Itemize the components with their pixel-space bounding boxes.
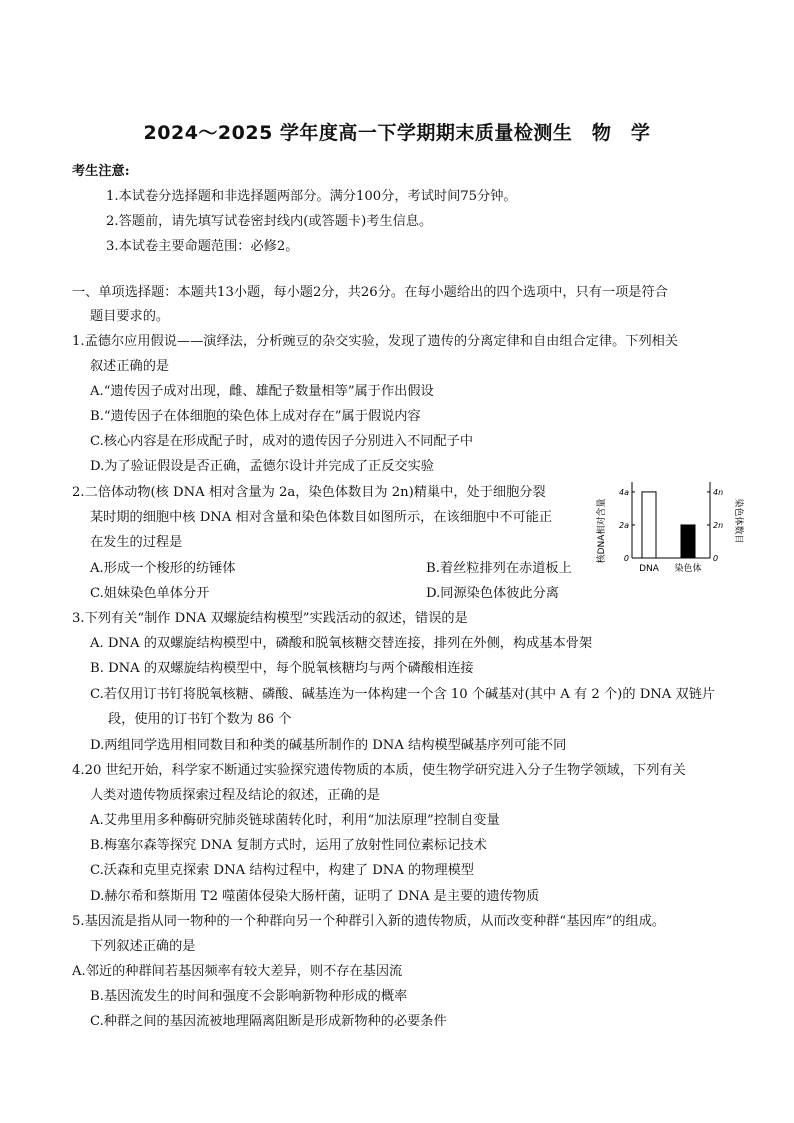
q3-option-c-cont: 段，使用的订书钉个数为 86 个 <box>108 712 292 727</box>
q1-stem: 1.孟德尔应用假说——演绎法，分析豌豆的杂交实验，发现了遗传的分离定律和自由组合定律。下列相关 <box>72 334 679 349</box>
q4-option-d: D.赫尔希和蔡斯用 T2 噬菌体侵染大肠杆菌，证明了 DNA 是主要的遗传物质 <box>90 889 540 904</box>
q3-option-b: B. DNA 的双螺旋结构模型中，每个脱氧核糖均与两个磷酸相连接 <box>90 661 474 676</box>
q2-stem-cont-2: 在发生的过程是 <box>90 535 183 550</box>
q5-option-c: C.种群之间的基因流被地理隔离阻断是形成新物种的必要条件 <box>90 1014 447 1029</box>
q4-stem-cont: 人类对遗传物质探索过程及结论的叙述，正确的是 <box>90 788 381 803</box>
q4-option-a: A.艾弗里用多种酶研究肺炎链球菌转化时，利用“加法原理”控制自变量 <box>90 813 500 828</box>
notice-heading: 考生注意: <box>72 164 130 179</box>
q5-stem-cont: 下列叙述正确的是 <box>90 939 196 954</box>
q1-option-d: D.为了验证假设是否正确，孟德尔设计并完成了正反交实验 <box>90 459 434 474</box>
q1-stem-cont: 叙述正确的是 <box>90 359 170 374</box>
q2-option-d: D.同源染色体彼此分离 <box>426 586 559 601</box>
q2-option-b: B.着丝粒排列在赤道板上 <box>426 561 572 576</box>
chart-tick-label-left: 0 <box>623 554 629 563</box>
chart-bar-chromosome <box>681 525 695 558</box>
q1-option-c: C.核心内容是在形成配子时，成对的遗传因子分别进入不同配子中 <box>90 434 474 449</box>
notice-item-2: 2.答题前，请先填写试卷密封线内(或答题卡)考生信息。 <box>106 214 433 229</box>
q3-option-d: D.两组同学选用相同数目和种类的碱基所制作的 DNA 结构模型碱基序列可能不同 <box>90 738 567 753</box>
q1-option-b: B.“遗传因子在体细胞的染色体上成对存在”属于假说内容 <box>90 409 421 424</box>
section-heading: 一、单项选择题：本题共13小题，每小题2分，共26分。在每小题给出的四个选项中，只有一项是符合 <box>72 285 668 300</box>
q5-option-a: A.邻近的种群间若基因频率有较大差异，则不存在基因流 <box>72 964 403 979</box>
chart-ylabel-right: 染色体数目 <box>733 498 743 544</box>
q5-option-b: B.基因流发生的时间和强度不会影响新物种形成的概率 <box>90 989 408 1004</box>
chart-tick-label-right: 0 <box>713 554 719 563</box>
q3-option-a: A. DNA 的双螺旋结构模型中，磷酸和脱氧核糖交替连接，排列在外侧，构成基本骨架 <box>90 636 593 651</box>
q2-stem: 2.二倍体动物(核 DNA 相对含量为 2a，染色体数目为 2n)精巢中，处于细胞分裂 <box>72 485 546 500</box>
chart-tick-label-left: 2a <box>619 520 629 530</box>
q4-option-c: C.沃森和克里克探索 DNA 结构过程中，构建了 DNA 的物理模型 <box>90 863 474 878</box>
chart-category-label: 染色体 <box>674 564 702 574</box>
chart-category-label: DNA <box>639 564 659 574</box>
q5-stem: 5.基因流是指从同一物种的一个种群向另一个种群引入新的遗传物质，从而改变种群“基因库”的组成。 <box>72 914 666 929</box>
q3-option-c: C.若仅用订书钉将脱氧核糖、磷酸、碱基连为一体构建一个含 10 个碱基对(其中 A 有 2 个)的 DNA 双链片 <box>90 687 716 702</box>
notice-item-1: 1.本试卷分选择题和非选择题两部分。满分100分，考试时间75分钟。 <box>106 189 517 204</box>
q4-stem: 4.20 世纪开始，科学家不断通过实验探究遗传物质的本质，使生物学研究进入分子生物学领域，下列有关 <box>72 763 686 778</box>
chart-tick-label-right: 4n <box>713 487 724 497</box>
dna-chromosome-chart <box>594 476 744 586</box>
q2-option-a: A.形成一个梭形的纺锤体 <box>90 561 236 576</box>
chart-tick-label-left: 4a <box>619 487 629 497</box>
q1-option-a: A.“遗传因子成对出现，雌、雄配子数量相等”属于作出假设 <box>90 384 434 399</box>
q4-option-b: B.梅塞尔森等探究 DNA 复制方式时，运用了放射性同位素标记技术 <box>90 838 487 853</box>
exam-title: 2024～2025 学年度高一下学期期末质量检测生 物 学 <box>143 122 651 144</box>
section-heading-cont: 题目要求的。 <box>90 309 170 324</box>
chart-tick-label-right: 2n <box>713 520 724 530</box>
q3-stem: 3.下列有关“制作 DNA 双螺旋结构模型”实践活动的叙述，错误的是 <box>72 611 468 626</box>
q2-stem-cont: 某时期的细胞中核 DNA 相对含量和染色体数目如图所示，在该细胞中不可能正 <box>90 510 553 525</box>
notice-item-3: 3.本试卷主要命题范围：必修2。 <box>106 239 299 254</box>
chart-bar-dna <box>642 492 656 558</box>
chart-ylabel-left: 核DNA相对含量 <box>597 498 607 564</box>
q2-option-c: C.姐妹染色单体分开 <box>90 586 210 601</box>
